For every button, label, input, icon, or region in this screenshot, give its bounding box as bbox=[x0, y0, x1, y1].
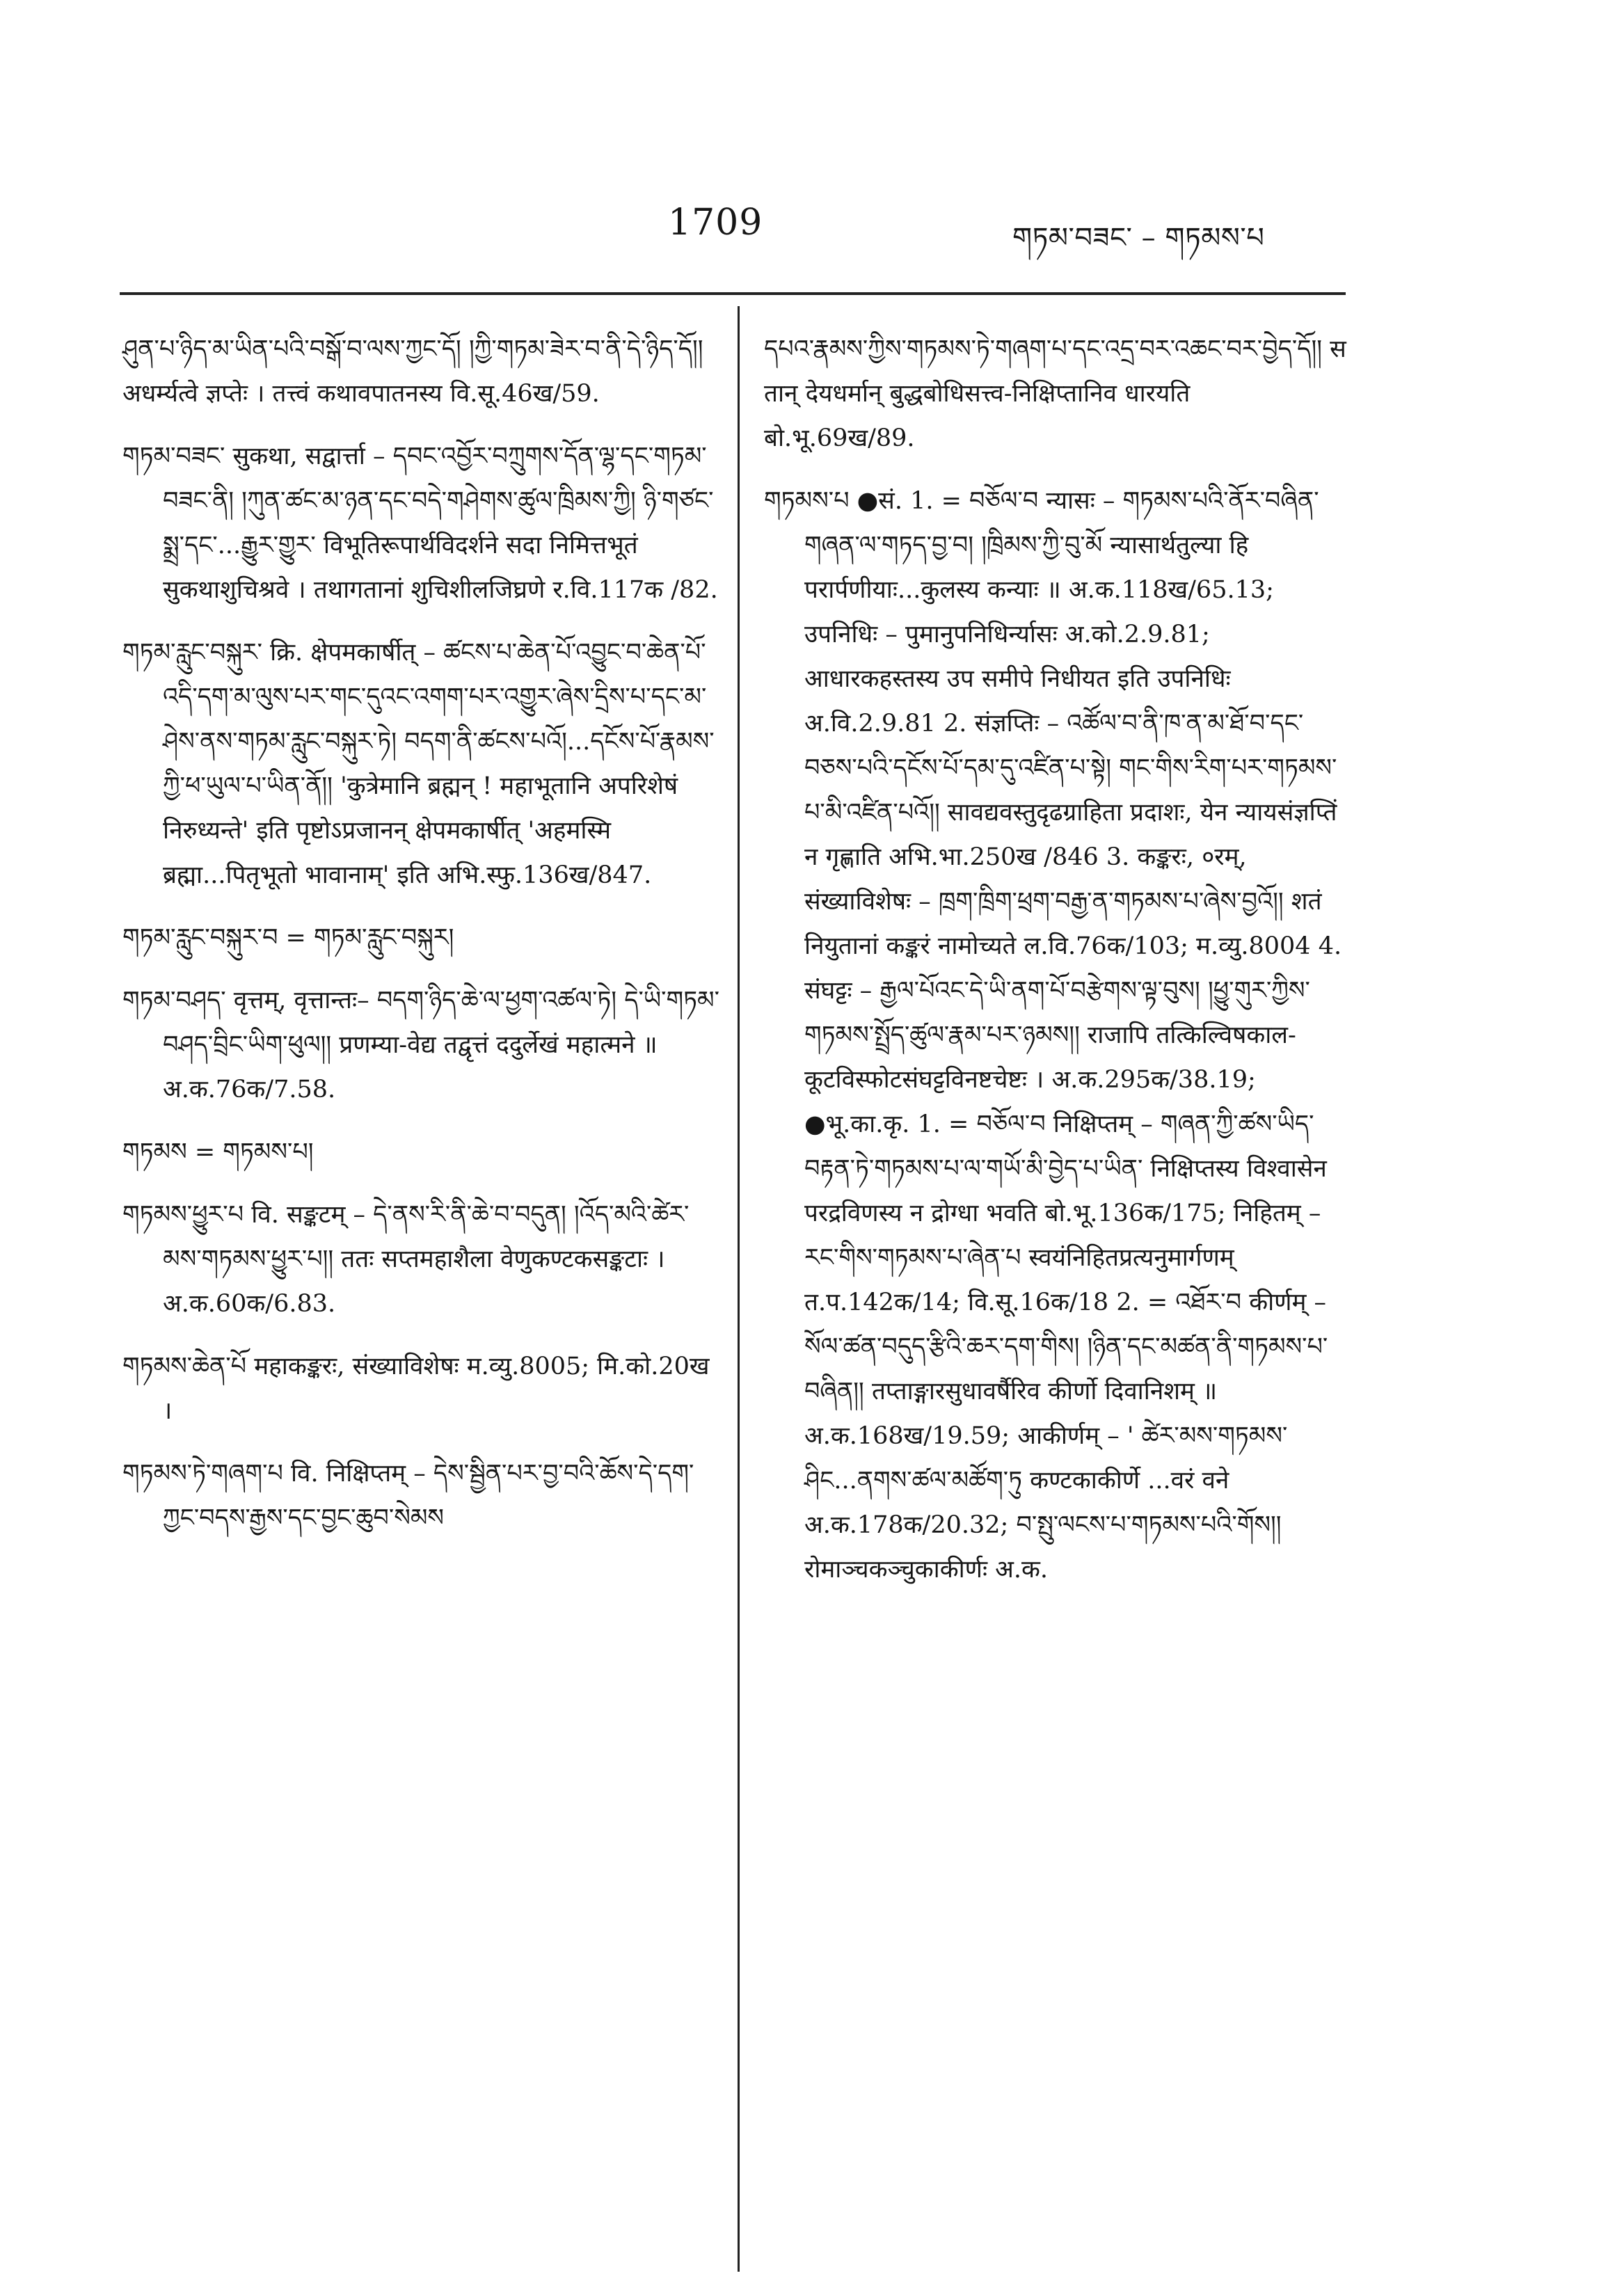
dictionary-entry: ཤུན་པ་ཉིད་མ་ཡིན་པའི་བསྒོ་བ་ལས་ཀྱང་དོ། །ཀྱི་གཏམ་ཟེར་བ་ནི་དེ་ཉིད་དོ།། अधर्म्यत्वे ज्ञप्तेः । तत्त्वं कथावपातनस्य वि.सू.46ख/59. bbox=[122, 335, 703, 408]
page-number: 1709 bbox=[668, 202, 763, 244]
dictionary-entry: གཏམ་རླུང་བསྐུར་བ = གཏམ་རླུང་བསྐུར། bbox=[122, 924, 454, 952]
dictionary-entry: གཏམ་བཟང་ सुकथा, सद्वार्त्ता – དབང་འབྱོར་བཀྲུགས་དོན་ལྷ་དང་གཏམ་བཟང་ནི། །ཀུན་ཚང་མ་ཉན་དང་བདེ་གཤེགས་ཚུལ་ཁྲིམས་ཀྱི། ཉི་གཙང་སྨྲ་དང་...རྒྱུར་གྱུར་ विभूतिरूपार्थविदर्शने सदा निमित्तभूतं सुकथाशुचिश्रवे । तथागतानां शुचिशीलजिघ्रणे र.वि.117क /82. bbox=[122, 443, 718, 604]
dictionary-entry: གཏམས = གཏམས་པ། bbox=[122, 1138, 314, 1166]
dictionary-entry: གཏམས་ཕྱུར་པ वि. सङ्कटम् – དེ་ནས་རི་ནི་ཆེ་བ་བདུན། །འོད་མའི་ཚེར་མས་གཏམས་ཕྱུར་པ།། ततः सप्तमहाशैला वेणुकण्टकसङ्कटाः । अ.क.60क/6.83. bbox=[122, 1201, 690, 1318]
dictionary-entry: གཏམ་བཤད་ वृत्तम्, वृत्तान्तः– བདག་ཉིད་ཆེ་ལ་ཕྱག་འཚལ་ཏེ། དེ་ཡི་གཏམ་བཤད་བྲིང་ཡིག་ཕུལ།། प्रणम्या-वेद्य तद्वृत्तं ददुर्लेखं महात्मने ॥ अ.क.76क/7.58. bbox=[122, 987, 719, 1103]
dictionary-entry: གཏམས་ཆེན་པོ महाकङ्करः, संख्याविशेषः म.व्यु.8005; मि.को.20ख । bbox=[122, 1353, 710, 1425]
left-column bbox=[122, 327, 725, 1559]
right-column bbox=[764, 327, 1347, 1610]
dictionary-entry: དཔའ་རྣམས་ཀྱིས་གཏམས་ཏེ་གཞག་པ་དང་འདྲ་བར་འཆང་བར་བྱེད་དོ།། स तान् देयधर्मान् बुद्धबोधिसत्त्व-निक्षिप्तानिव धारयति बो.भू.69ख/89. bbox=[764, 335, 1346, 452]
dictionary-entry: གཏམས་པ ●सं. 1. = བཅོལ་བ न्यासः – གཏམས་པའི་ནོར་བཞིན་གཞན་ལ་གཏད་བྱ་བ། །ཁྲིམས་ཀྱི་བུ་མོ न्यासार्थतुल्या हि परार्पणीयाः...कुलस्य कन्याः ॥ अ.क.118ख/65.13; उपनिधिः – पुमानुपनिधिर्न्यासः अ.को.2.9.81; आधारकहस्तस्य उप समीपे निधीयत इति उपनिधिः अ.वि.2.9.81 2. संज्ञप्तिः – འཚོལ་བ་ནི་ཁ་ན་མ་ཐོ་བ་དང་བཅས་པའི་དངོས་པོ་དམ་དུ་འཛིན་པ་སྟེ། གང་གིས་རིག་པར་གཏམས་པ་མི་འཛིན་པའོ།། सावद्यवस्तुदृढग्राहिता प्रदाशः, येन न्यायसंज्ञप्तिं न गृह्णाति अभि.भा.250ख /846 3. कङ्करः, ०रम्, संख्याविशेषः – ཁྲག་ཁྲིག་ཕྲག་བརྒྱ་ན་གཏམས་པ་ཞེས་བྱའོ།། शतं नियुतानां कङ्करं नामोच्यते ल.वि.76क/103; म.व्यु.8004 4. संघट्टः – རྒྱལ་པོའང་དེ་ཡི་ནག་པོ་བརྩེགས་ལྟ་བུས། །ཕྱུ་གུར་ཀྱིས་གཏམས་སྤྲོད་ཚུལ་རྣམ་པར་ཉམས།། राजापि तत्किल्विषकाल-कूटविस्फोटसंघट्टविनष्टचेष्टः । अ.क.295क/38.19; ●भू.का.कृ. 1. = བཅོལ་བ निक्षिप्तम् – གཞན་ཀྱི་ཚས་ཡིད་བརྟན་ཏེ་གཏམས་པ་ལ་གཡོ་མི་བྱེད་པ་ཡིན་ निक्षिप्तस्य विश्वासेन परद्रविणस्य न द्रोग्धा भवति बो.भू.136क/175; निहितम् – རང་གིས་གཏམས་པ་ཞེན་པ स्वयंनिहितप्रत्यनुमार्गणम् त.प.142क/14; वि.सू.16क/18 2. = འཐོར་བ कीर्णम् – སོལ་ཚན་བདུད་རྩིའི་ཆར་དག་གིས། །ཉིན་དང་མཚན་ནི་གཏམས་པ་བཞིན།། तप्ताङ्गारसुधावर्षैरिव कीर्णो दिवानिशम् ॥ अ.क.168ख/19.59; आकीर्णम् – ' ཚེར་མས་གཏམས་ཤིང...ནགས་ཚལ་མཚོག་ཏུ कण्टकाकीर्णे ...वरं वने अ.क.178क/20.32; བ་སྤུ་ལངས་པ་གཏམས་པའི་གོས།། रोमाञ्चकञ्चुकाकीर्णः अ.क. bbox=[764, 487, 1342, 1584]
header-rule bbox=[120, 292, 1346, 295]
running-head: གཏམ་བཟང་ – གཏམས་པ bbox=[1012, 222, 1265, 254]
dictionary-entry: གཏམ་རླུང་བསྐུར་ क्रि. क्षेपमकार्षीत् – ཚངས་པ་ཆེན་པོ་འབྱུང་བ་ཆེན་པོ་འདི་དག་མ་ལུས་པར་གང་དུའང་འགག་པར་འགྱུར་ཞེས་དྲིས་པ་དང་མ་ཤེས་ནས་གཏམ་རླུང་བསྐུར་ཏེ། བདག་ནི་ཚངས་པའོ།...དངོས་པོ་རྣམས་ཀྱི་ཕ་ཡུལ་པ་ཡིན་ནོ།། 'कुत्रेमानि ब्रह्मन् ! महाभूतानि अपरिशेषं निरुध्यन्ते' इति पृष्टोऽप्रजानन् क्षेपमकार्षीत् 'अहमस्मि ब्रह्मा...पितृभूतो भावानाम्' इति अभि.स्फु.136ख/847. bbox=[122, 639, 715, 889]
column-divider bbox=[738, 306, 740, 2272]
dictionary-entry: གཏམས་ཏེ་གཞག་པ वि. निक्षिप्तम् – དེས་སྦྱིན་པར་བྱ་བའི་ཆོས་དེ་དག་ཀྱང་བདས་རྒྱས་དང་བྱང་ཆུབ་སེམས bbox=[122, 1460, 694, 1532]
